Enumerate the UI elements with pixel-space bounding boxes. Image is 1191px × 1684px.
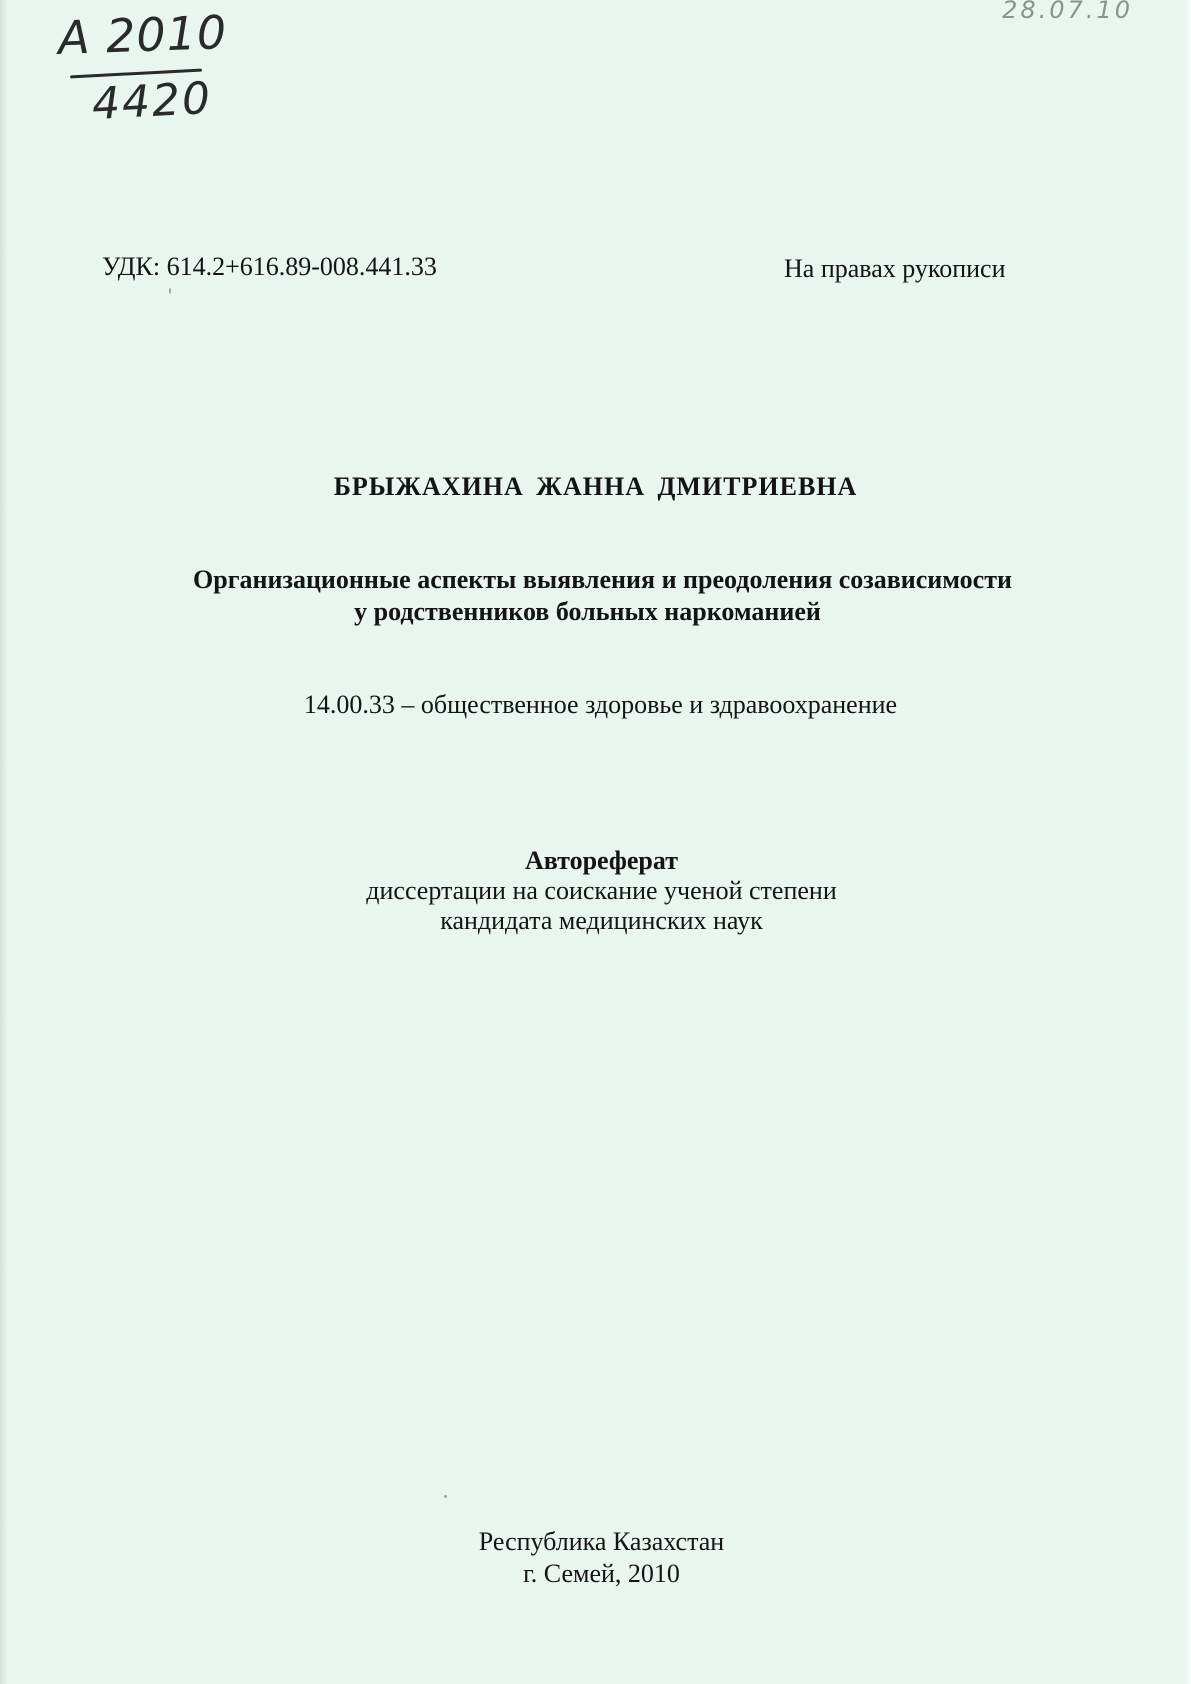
- scan-speck: [169, 288, 171, 294]
- publication-country: Республика Казахстан: [478, 1527, 725, 1556]
- document-type-line-1: диссертации на соискание ученой степени: [366, 876, 837, 905]
- publication-city-year: г. Семей, 2010: [523, 1559, 680, 1588]
- manuscript-rights: На правах рукописи: [784, 254, 1006, 283]
- author-name: БРЫЖАХИНА ЖАННА ДМИТРИЕВНА: [333, 472, 858, 501]
- scan-left-edge: [0, 0, 8, 1684]
- scan-speck: [444, 1495, 447, 1498]
- scan-right-edge: [1185, 0, 1191, 1684]
- thesis-title-line-1: Организационные аспекты выявления и преодоления созависимости: [193, 565, 1012, 594]
- handwritten-archive-code-top: A 2010: [57, 5, 229, 65]
- document-type-label: Автореферат: [524, 846, 678, 875]
- handwritten-archive-code-bottom: 4420: [90, 72, 214, 131]
- specialty-code: 14.00.33 – общественное здоровье и здравоохранение: [303, 690, 898, 719]
- udk-code: УДК: 614.2+616.89-008.441.33: [102, 252, 437, 281]
- thesis-title-line-2: у родственников больных наркоманией: [354, 597, 821, 626]
- handwritten-date: 28.07.10: [1002, 0, 1133, 24]
- document-type-line-2: кандидата медицинских наук: [440, 906, 763, 935]
